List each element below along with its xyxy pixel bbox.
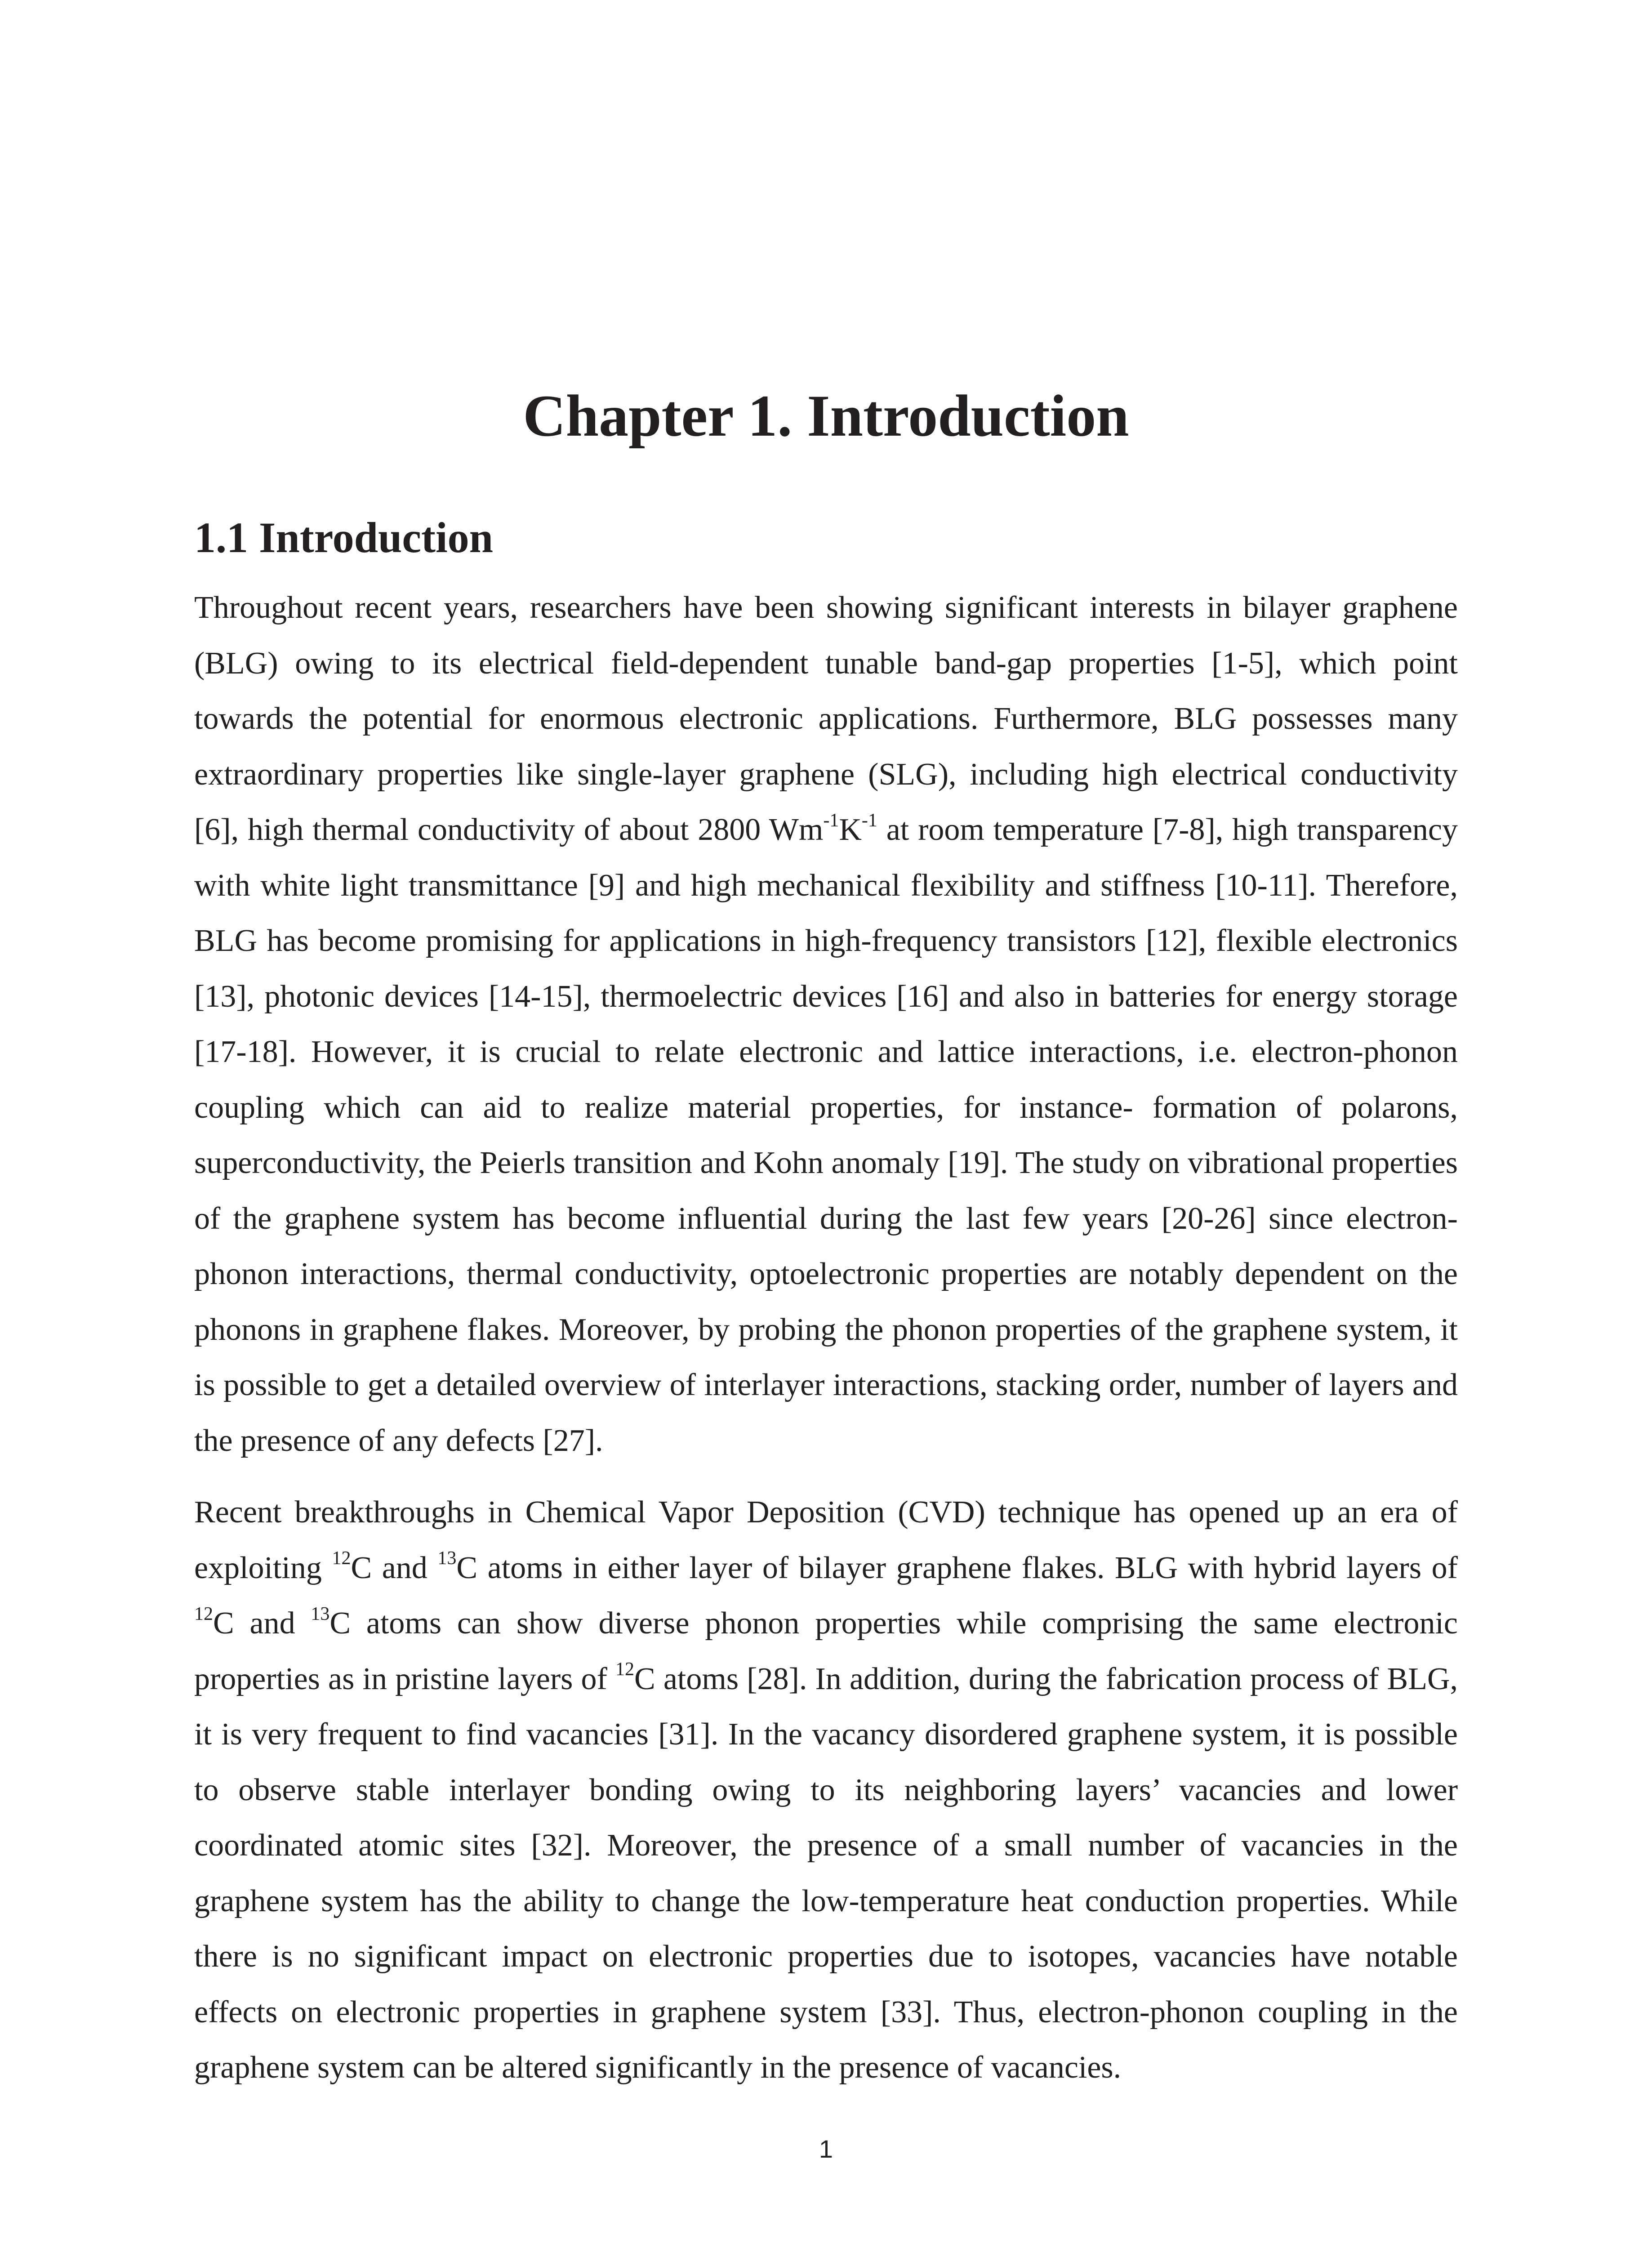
paragraph-text: at room temperature [7-8], high transparency with white light transmittance [9] and high mechanical flexibility and stiffness [10-11]. Therefore, BLG has become promising for applications in high-frequency transistors [12], flexible electronics [13], photonic devices [14-15], thermoelectric devices [16] and also in batteries for energy storage [17-18]. However, it is crucial to relate electronic and lattice interactions, i.e. electron-phonon coupling which can aid to realize material properties, for instance- formation of polarons, superconductivity, the Peierls transition and Kohn anomaly [19]. The study on vibrational properties of the graphene system has become influential during the last few years [20-26] since electron-phonon interactions, thermal conductivity, optoelectronic properties are notably dependent on the phonons in graphene flakes. Moreover, by probing the phonon properties of the graphene system, it is possible to get a detailed overview of interlayer interactions, stacking order, number of layers and the presence of any defects [27]. — [194, 812, 1458, 1458]
superscript: -1 — [861, 810, 877, 831]
paragraph-text: K — [839, 812, 862, 847]
paragraph-text: C and — [213, 1606, 311, 1641]
paragraph-text: Recent breakthroughs in Chemical Vapor Deposition (CVD) technique has opened up an era of exploiting — [194, 1495, 1458, 1585]
section-heading: 1.1 Introduction — [194, 513, 494, 562]
superscript: -1 — [823, 810, 839, 831]
paragraph-cvd — [194, 1485, 1458, 2096]
paragraph-text: Throughout recent years, researchers have been showing significant interests in bilayer graphene (BLG) owing to its electrical field-dependent tunable band-gap properties [1-5], which point towards the potential for enormous electronic applications. Furthermore, BLG possesses many extraordinary properties like single-layer graphene (SLG), including high electrical conductivity [6], high thermal conductivity of about 2800 Wm — [194, 590, 1458, 847]
chapter-title: Chapter 1. Introduction — [523, 383, 1129, 449]
superscript: 13 — [437, 1548, 457, 1569]
superscript: 12 — [615, 1659, 635, 1680]
superscript: 13 — [311, 1603, 330, 1624]
paragraph-intro — [194, 580, 1458, 1468]
superscript: 12 — [332, 1548, 351, 1569]
paragraph-text: C atoms [28]. In addition, during the fabrication process of BLG, it is very frequent to find vacancies [31]. In the vacancy disordered graphene system, it is possible to observe stable interlayer bonding owing to its neighboring layers’ vacancies and lower coordinated atomic sites [32]. Moreover, the presence of a small number of vacancies in the graphene system has the ability to change the low-temperature heat conduction properties. While there is no significant impact on electronic properties due to isotopes, vacancies have notable effects on electronic properties in graphene system [33]. Thus, electron-phonon coupling in the graphene system can be altered significantly in the presence of vacancies. — [194, 1661, 1458, 2085]
paragraph-text: C atoms in either layer of bilayer graphene flakes. BLG with hybrid layers of — [456, 1550, 1458, 1585]
page-number: 1 — [819, 2135, 833, 2163]
superscript: 12 — [194, 1603, 213, 1624]
paragraph-text: C and — [351, 1550, 438, 1585]
paragraph-text: C atoms can show diverse phonon properties while comprising the same electronic properties as in pristine layers of — [194, 1606, 1458, 1696]
